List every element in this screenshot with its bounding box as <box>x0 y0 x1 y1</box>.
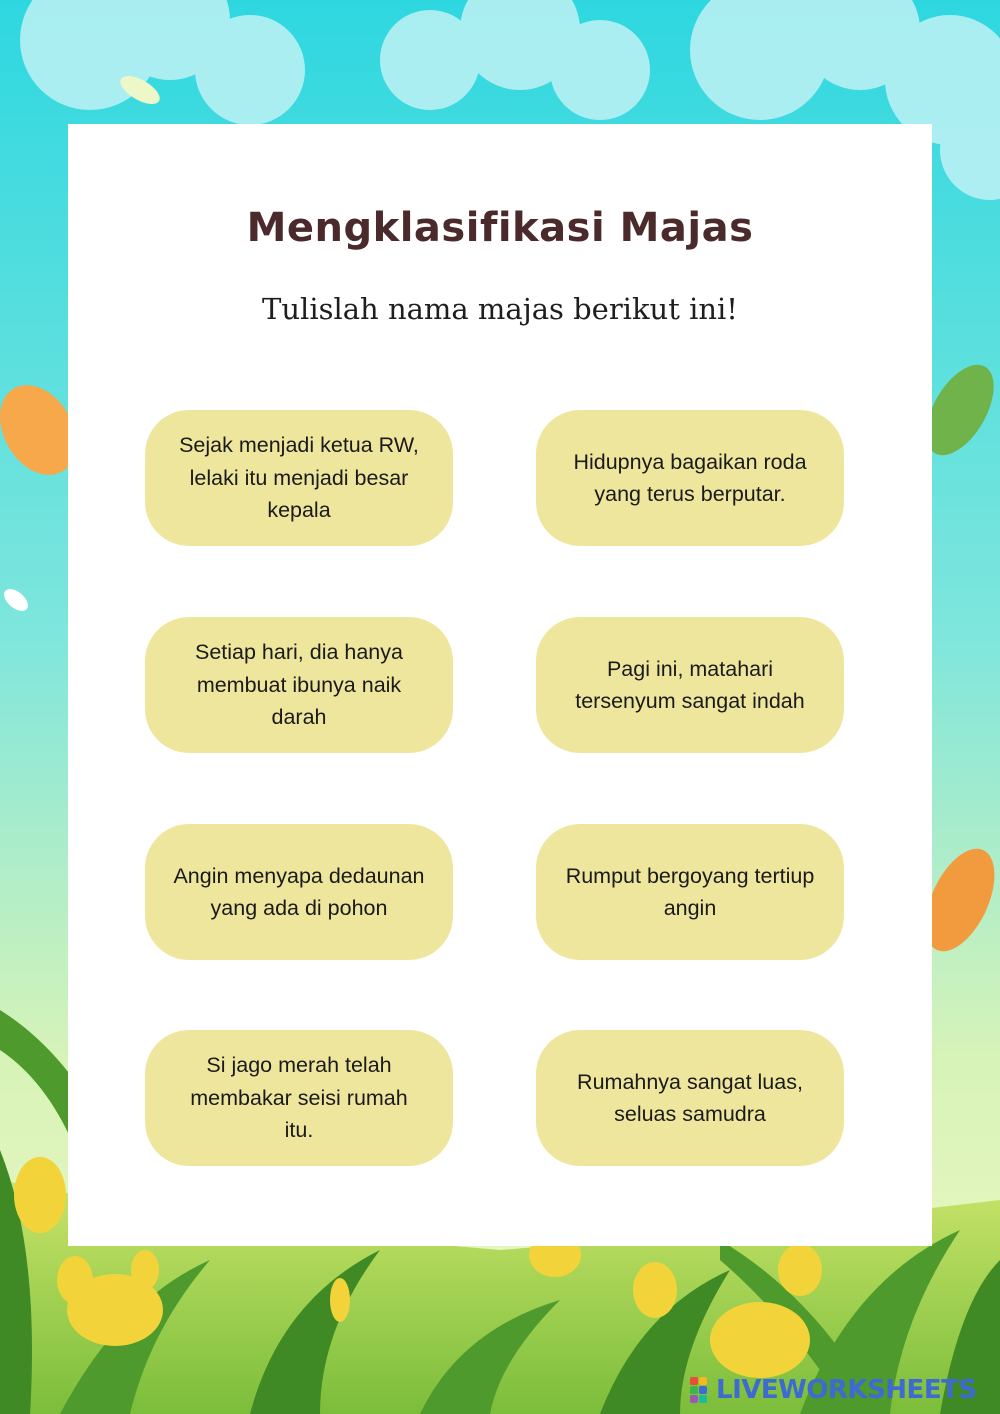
sentence-text: Rumahnya sangat luas, seluas samudra <box>577 1069 803 1126</box>
liveworksheets-logo[interactable] <box>690 1372 977 1408</box>
sentence-card[interactable] <box>145 617 453 753</box>
sentence-card[interactable] <box>536 824 844 960</box>
sentence-card[interactable] <box>536 410 844 546</box>
sentence-text: Si jago merah telah membakar seisi rumah itu. <box>190 1053 408 1143</box>
sentence-text: Pagi ini, matahari tersenyum sangat indah <box>575 656 805 713</box>
sentence-text: Setiap hari, dia hanya membuat ibunya naik darah <box>195 640 403 730</box>
sentence-text: Sejak menjadi ketua RW, lelaki itu menjadi besar kepala <box>179 433 419 523</box>
sentence-card[interactable] <box>145 824 453 960</box>
sentence-text: Angin menyapa dedaunan yang ada di pohon <box>173 863 425 920</box>
sentence-text: Rumput bergoyang tertiup angin <box>565 863 815 920</box>
sentence-card[interactable] <box>536 617 844 753</box>
sentence-card[interactable] <box>145 1030 453 1166</box>
instruction-text: Tulislah nama majas berikut ini! <box>262 292 738 326</box>
sentence-text: Hidupnya bagaikan roda yang terus berputar. <box>573 449 807 506</box>
liveworksheets-logo-text: LIVEWORKSHEETS <box>716 1375 977 1405</box>
page-title: Mengklasifikasi Majas <box>246 205 754 251</box>
sentence-card[interactable] <box>145 410 453 546</box>
liveworksheets-logo-icon <box>690 1375 714 1405</box>
sentence-card[interactable] <box>536 1030 844 1166</box>
